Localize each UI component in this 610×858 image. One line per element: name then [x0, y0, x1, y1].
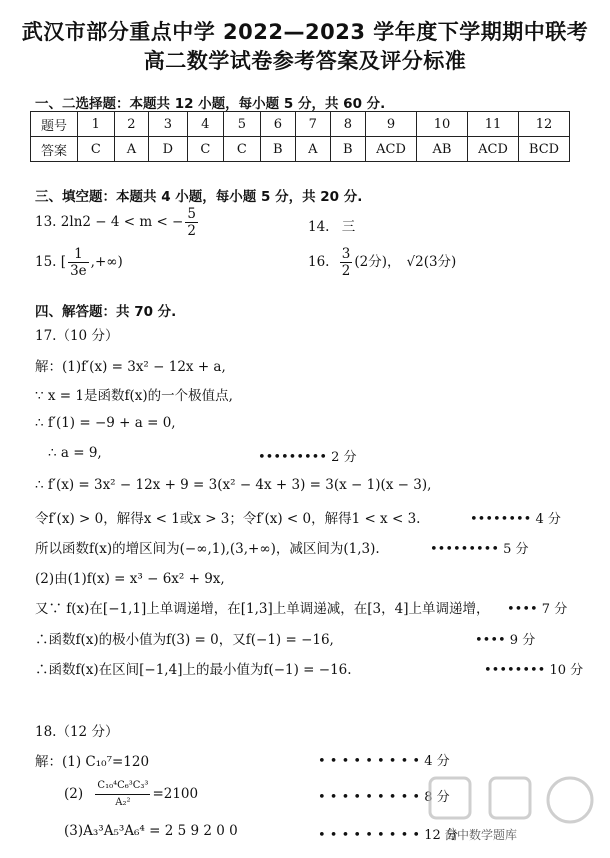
exam-title: 武汉市部分重点中学 2022—2023 学年度下学期期中联考	[21, 20, 589, 44]
table-cell: 7	[295, 112, 330, 137]
q17-line: 又∵ f(x)在[−1,1]上单调递增，在[1,3]上单调递减，在[3，4]上单调递增，	[35, 601, 490, 617]
table-cell: 2	[114, 112, 149, 137]
exam-subtitle: 高二数学试卷参考答案及评分标准	[143, 49, 467, 73]
row-label-answer: 答案	[31, 137, 78, 162]
q18-line: (2) $\frac{\text{C₁₀⁴C₆³C₃³}}{\text{A₂²}}$ =2100	[64, 778, 198, 811]
table-cell: 8	[330, 112, 365, 137]
q17-line: 令f′(x) > 0，解得x < 1或x > 3；令f′(x) < 0，解得1 < x < 3.	[35, 511, 421, 527]
q17-line: 所以函数f(x)的增区间为(−∞,1),(3,+∞)，减区间为(1,3).	[35, 541, 380, 557]
q17-line: ∴ a = 9,	[48, 445, 102, 461]
table-cell: 11	[468, 112, 519, 137]
fraction: $\frac{5}{2}$	[187, 206, 196, 239]
score-marker: ••••••••• 2 分	[258, 450, 357, 465]
section-choice-heading: 一、二选择题：本题共 12 小题，每小题 5 分，共 60 分.	[35, 96, 386, 112]
table-cell: C	[224, 137, 261, 162]
section-solve-heading: 四、解答题：共 70 分.	[35, 304, 177, 320]
q17-header: 17.（10 分）	[35, 328, 119, 344]
score-marker: • • • • • • • • • 8 分	[318, 790, 450, 805]
score-marker: • • • • • • • • • 12 分	[318, 828, 458, 843]
table-cell: A	[114, 137, 149, 162]
q18-header: 18.（12 分）	[35, 724, 119, 740]
q17-line: (2)由(1)f(x) = x³ − 6x² + 9x,	[35, 571, 225, 587]
q17-line: 解：(1)f′(x) = 3x² − 12x + a,	[35, 359, 226, 375]
fraction: $\frac{3}{2}$	[341, 246, 351, 279]
fraction: $\frac{1}{3e}$	[70, 246, 87, 279]
table-cell: 3	[149, 112, 187, 137]
table-cell: B	[330, 137, 365, 162]
q18-line: 解：(1) C₁₀⁷=120	[35, 754, 150, 770]
score-marker: ••••••••• 5 分	[430, 542, 529, 557]
table-cell: C	[187, 137, 224, 162]
table-cell: 10	[417, 112, 468, 137]
section-fill-heading: 三、填空题：本题共 4 小题，每小题 5 分，共 20 分.	[35, 189, 363, 205]
q17-line: ∴ f′(x) = 3x² − 12x + 9 = 3(x² − 4x + 3) = 3(x − 1)(x − 3),	[35, 477, 432, 493]
score-marker: •••••••• 4 分	[470, 512, 561, 527]
answer-16: 16. $\frac{3}{2}$ (2分)， √2(3分)	[308, 246, 457, 279]
fraction: $\frac{\text{C₁₀⁴C₆³C₃³}}{\text{A₂²}}$	[97, 780, 149, 808]
answer-table	[30, 111, 570, 162]
table-cell: B	[260, 137, 295, 162]
score-marker: • • • • • • • • • 4 分	[318, 754, 450, 769]
table-cell: 9	[366, 112, 417, 137]
table-cell: ACD	[366, 137, 417, 162]
answer-14: 14. 三	[308, 219, 356, 235]
table-cell: BCD	[519, 137, 570, 162]
table-cell: C	[78, 137, 115, 162]
table-cell: 4	[187, 112, 224, 137]
q17-line: ∴ f′(1) = −9 + a = 0,	[35, 415, 176, 431]
table-cell: D	[149, 137, 187, 162]
table-cell: A	[295, 137, 330, 162]
table-row	[31, 112, 570, 137]
score-marker: •••• 7 分	[507, 602, 568, 617]
table-cell: 1	[78, 112, 115, 137]
answer-13: 13. 2ln2 − 4 < m < − $\frac{5}{2}$	[35, 206, 196, 239]
score-marker: •••••••• 10 分	[484, 663, 584, 678]
table-cell: AB	[417, 137, 468, 162]
table-cell: 6	[260, 112, 295, 137]
row-label-number: 题号	[31, 112, 78, 137]
score-marker: •••• 9 分	[475, 633, 536, 648]
q17-line: ∴函数f(x)在区间[−1,4]上的最小值为f(−1) = −16.	[35, 662, 352, 678]
table-cell: 12	[519, 112, 570, 137]
watermark-text: 高中数学题库	[445, 828, 518, 842]
q18-line: (3)A₃³A₅³A₆⁴ = 2 5 9 2 0 0	[64, 823, 238, 839]
table-cell: ACD	[468, 137, 519, 162]
table-cell: 5	[224, 112, 261, 137]
answer-15: 15. [ $\frac{1}{3e}$ ,+∞)	[35, 246, 123, 279]
q17-line: ∴函数f(x)的极小值为f(3) = 0，又f(−1) = −16,	[35, 632, 334, 648]
q17-line: ∵ x = 1是函数f(x)的一个极值点,	[35, 388, 233, 404]
table-row	[31, 137, 570, 162]
